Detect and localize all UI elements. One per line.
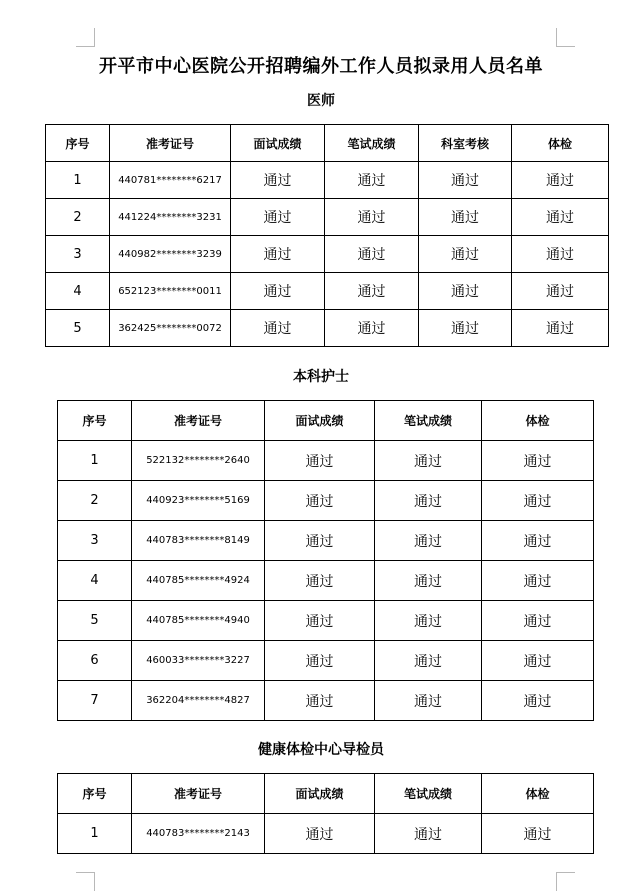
crop-mark-bottom-left <box>76 872 95 891</box>
exam-id: 440783********2143 <box>132 814 265 854</box>
exam-id: 362204********4827 <box>132 681 265 721</box>
table-row <box>46 273 609 310</box>
table-row <box>58 814 594 854</box>
exam-id: 362425********0072 <box>110 310 231 347</box>
result-cell: 通过 <box>482 814 594 854</box>
result-cell: 通过 <box>375 561 482 601</box>
exam-id: 460033********3227 <box>132 641 265 681</box>
result-cell: 通过 <box>231 162 325 199</box>
column-header: 笔试成绩 <box>325 125 419 162</box>
exam-id: 440783********8149 <box>132 521 265 561</box>
row-number: 2 <box>58 481 132 521</box>
column-header: 准考证号 <box>132 401 265 441</box>
exam-id: 440923********5169 <box>132 481 265 521</box>
result-cell: 通过 <box>512 273 609 310</box>
table-guide <box>57 773 594 854</box>
column-header: 面试成绩 <box>231 125 325 162</box>
result-cell: 通过 <box>325 236 419 273</box>
crop-mark-bottom-right <box>556 872 575 891</box>
exam-id: 440982********3239 <box>110 236 231 273</box>
result-cell: 通过 <box>265 441 375 481</box>
table-row <box>46 162 609 199</box>
table-doctor <box>45 124 609 347</box>
result-cell: 通过 <box>512 199 609 236</box>
result-cell: 通过 <box>482 601 594 641</box>
result-cell: 通过 <box>482 561 594 601</box>
table-row <box>58 441 594 481</box>
exam-id: 652123********0011 <box>110 273 231 310</box>
table-row <box>46 199 609 236</box>
table-row <box>46 236 609 273</box>
exam-id: 522132********2640 <box>132 441 265 481</box>
result-cell: 通过 <box>265 561 375 601</box>
result-cell: 通过 <box>482 521 594 561</box>
section-title-guide: 健康体检中心导检员 <box>258 742 384 758</box>
row-number: 4 <box>58 561 132 601</box>
crop-mark-top-left <box>76 28 95 47</box>
table-header-row <box>46 125 609 162</box>
result-cell: 通过 <box>512 310 609 347</box>
table-row <box>58 601 594 641</box>
result-cell: 通过 <box>375 681 482 721</box>
column-header: 笔试成绩 <box>375 774 482 814</box>
section-title-nurse: 本科护士 <box>293 369 349 385</box>
section-title-doctor: 医师 <box>307 93 335 109</box>
result-cell: 通过 <box>375 641 482 681</box>
result-cell: 通过 <box>231 273 325 310</box>
document-title: 开平市中心医院公开招聘编外工作人员拟录用人员名单 <box>99 56 543 77</box>
row-number: 1 <box>46 162 110 199</box>
table-row <box>58 561 594 601</box>
result-cell: 通过 <box>231 236 325 273</box>
result-cell: 通过 <box>482 441 594 481</box>
result-cell: 通过 <box>375 441 482 481</box>
column-header: 科室考核 <box>419 125 512 162</box>
column-header: 笔试成绩 <box>375 401 482 441</box>
result-cell: 通过 <box>325 199 419 236</box>
row-number: 5 <box>58 601 132 641</box>
table-row <box>58 521 594 561</box>
row-number: 2 <box>46 199 110 236</box>
result-cell: 通过 <box>265 641 375 681</box>
result-cell: 通过 <box>231 199 325 236</box>
result-cell: 通过 <box>265 601 375 641</box>
result-cell: 通过 <box>325 162 419 199</box>
table-row <box>58 481 594 521</box>
exam-id: 440785********4924 <box>132 561 265 601</box>
result-cell: 通过 <box>265 814 375 854</box>
result-cell: 通过 <box>265 521 375 561</box>
row-number: 5 <box>46 310 110 347</box>
result-cell: 通过 <box>482 481 594 521</box>
result-cell: 通过 <box>265 481 375 521</box>
column-header: 序号 <box>58 774 132 814</box>
result-cell: 通过 <box>265 681 375 721</box>
column-header: 体检 <box>512 125 609 162</box>
exam-id: 440785********4940 <box>132 601 265 641</box>
column-header: 体检 <box>482 774 594 814</box>
exam-id: 441224********3231 <box>110 199 231 236</box>
result-cell: 通过 <box>375 601 482 641</box>
result-cell: 通过 <box>375 481 482 521</box>
column-header: 序号 <box>46 125 110 162</box>
column-header: 体检 <box>482 401 594 441</box>
column-header: 准考证号 <box>132 774 265 814</box>
row-number: 3 <box>46 236 110 273</box>
row-number: 1 <box>58 441 132 481</box>
row-number: 1 <box>58 814 132 854</box>
result-cell: 通过 <box>482 681 594 721</box>
result-cell: 通过 <box>325 273 419 310</box>
table-header-row <box>58 401 594 441</box>
row-number: 4 <box>46 273 110 310</box>
result-cell: 通过 <box>512 162 609 199</box>
result-cell: 通过 <box>375 521 482 561</box>
column-header: 序号 <box>58 401 132 441</box>
result-cell: 通过 <box>325 310 419 347</box>
result-cell: 通过 <box>419 273 512 310</box>
exam-id: 440781********6217 <box>110 162 231 199</box>
result-cell: 通过 <box>375 814 482 854</box>
crop-mark-top-right <box>556 28 575 47</box>
row-number: 7 <box>58 681 132 721</box>
column-header: 准考证号 <box>110 125 231 162</box>
result-cell: 通过 <box>419 162 512 199</box>
table-row <box>58 681 594 721</box>
result-cell: 通过 <box>482 641 594 681</box>
result-cell: 通过 <box>419 236 512 273</box>
row-number: 3 <box>58 521 132 561</box>
result-cell: 通过 <box>512 236 609 273</box>
table-nurse <box>57 400 594 721</box>
table-row <box>46 310 609 347</box>
column-header: 面试成绩 <box>265 774 375 814</box>
result-cell: 通过 <box>419 199 512 236</box>
result-cell: 通过 <box>231 310 325 347</box>
result-cell: 通过 <box>419 310 512 347</box>
table-row <box>58 641 594 681</box>
table-header-row <box>58 774 594 814</box>
row-number: 6 <box>58 641 132 681</box>
column-header: 面试成绩 <box>265 401 375 441</box>
